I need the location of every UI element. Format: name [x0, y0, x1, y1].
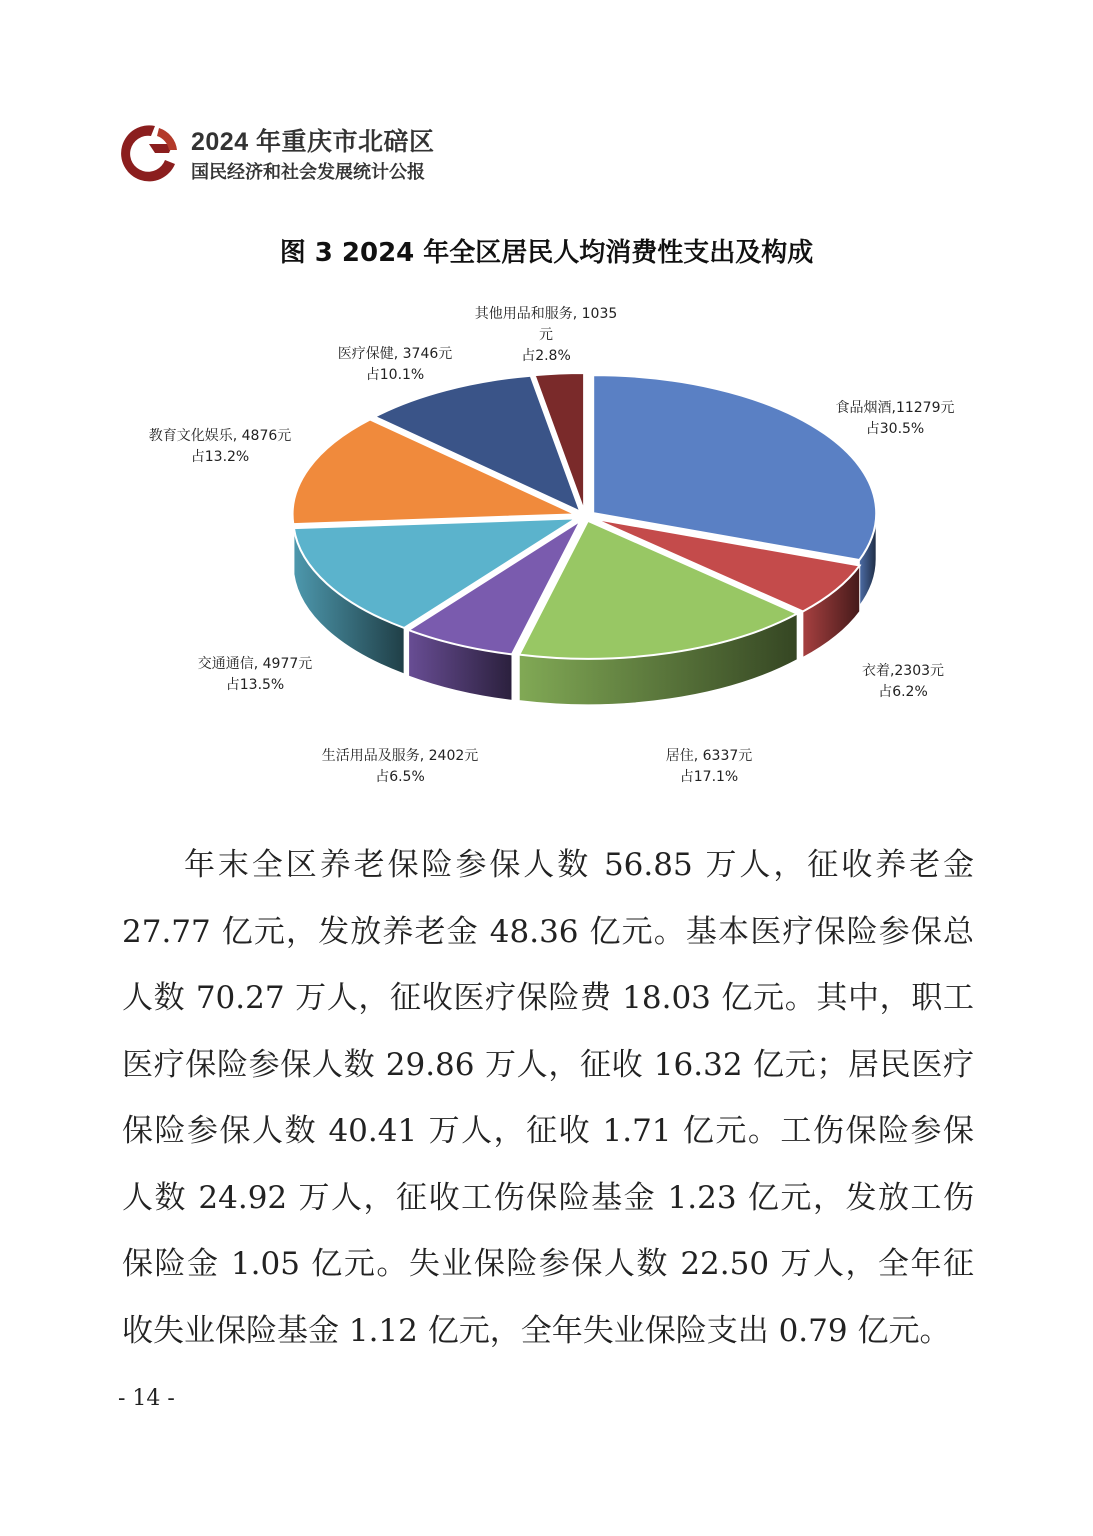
- pie-label-2: 占6.2%: [878, 684, 928, 700]
- pie-label-8: 占2.8%: [521, 348, 571, 364]
- pie-label-1: 占30.5%: [865, 421, 925, 437]
- pie-label-3: 居住, 6337元: [665, 748, 753, 764]
- body-line: 保险参保人数 40.41 万人，征收 1.71 亿元。工伤保险参保: [122, 1113, 974, 1149]
- body-line: 人数 24.92 万人，征收工伤保险基金 1.23 亿元，发放工伤: [122, 1179, 974, 1216]
- figure-title: 图 3 2024 年全区居民人均消费性支出及构成: [279, 238, 814, 268]
- page-number: - 14 -: [118, 1386, 175, 1411]
- pie-label-7: 占10.1%: [365, 367, 425, 383]
- pie-label-4: 生活用品及服务, 2402元: [321, 748, 479, 764]
- report-title: 2024 年重庆市北碚区: [191, 128, 435, 156]
- pie-label-5: 交通通信, 4977元: [197, 656, 313, 672]
- pie-label-1: 食品烟酒,11279元: [835, 400, 955, 416]
- body-line: 收失业保险基金 1.12 亿元，全年失业保险支出 0.79 亿元。: [122, 1312, 951, 1349]
- body-line: 人数 70.27 万人，征收医疗保险费 18.03 亿元。其中，职工: [122, 980, 974, 1016]
- report-subtitle: 国民经济和社会发展统计公报: [191, 162, 425, 182]
- body-line: 医疗保险参保人数 29.86 万人，征收 16.32 亿元；居民医疗: [122, 1046, 974, 1083]
- body-line: 27.77 亿元，发放养老金 48.36 亿元。基本医疗保险参保总: [122, 913, 974, 950]
- body-line: 保险金 1.05 亿元。失业保险参保人数 22.50 万人，全年征: [122, 1246, 974, 1282]
- body-line: 年末全区养老保险参保人数 56.85 万人，征收养老金: [184, 847, 974, 883]
- pie-label-7: 医疗保健, 3746元: [337, 346, 453, 362]
- report-header: [115, 118, 535, 188]
- stats-logo-icon: [115, 120, 181, 186]
- pie-label-6: 占13.2%: [190, 449, 250, 465]
- pie-label-5: 占13.5%: [225, 677, 285, 693]
- consumption-pie-chart: [0, 290, 1093, 810]
- pie-label-2: 衣着,2303元: [861, 663, 945, 679]
- body-paragraph: [122, 832, 974, 1364]
- pie-label-8: 其他用品和服务, 1035: [474, 306, 618, 322]
- pie-label-8: 元: [539, 327, 553, 343]
- pie-label-6: 教育文化娱乐, 4876元: [148, 428, 292, 444]
- pie-label-3: 占17.1%: [679, 769, 739, 785]
- pie-label-4: 占6.5%: [375, 769, 425, 785]
